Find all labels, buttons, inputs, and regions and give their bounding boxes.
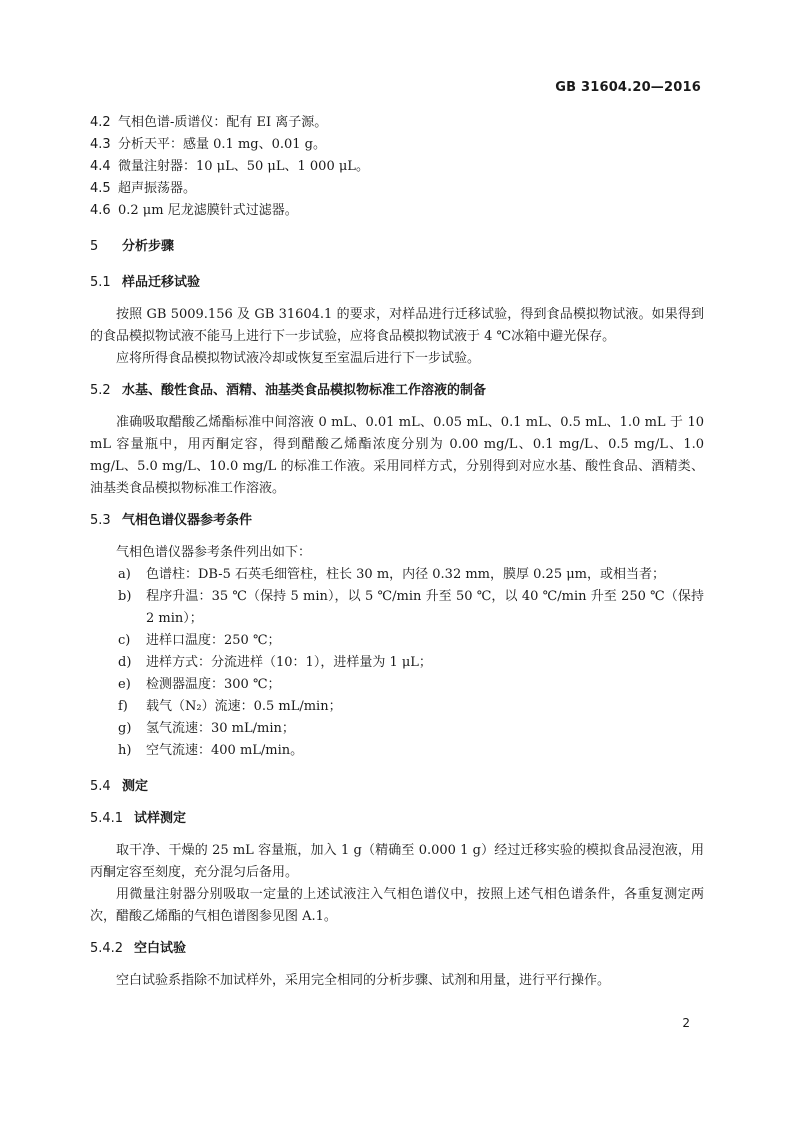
apparatus-item: 4.4 微量注射器：10 μL、50 μL、1 000 μL。 bbox=[90, 159, 369, 174]
paragraph: 空白试验系指除不加试样外，采用完全相同的分析步骤、试剂和用量，进行平行操作。 bbox=[116, 973, 611, 988]
list-item: h) 空气流速：400 mL/min。 bbox=[118, 743, 304, 758]
section-heading: 5.3 气相色谱仪器参考条件 bbox=[90, 513, 253, 528]
standard-code: GB 31604.20—2016 bbox=[555, 80, 701, 95]
list-item: b) 程序升温：35 ℃（保持 5 min），以 5 ℃/min 升至 50 ℃，以 40 ℃/min 升至 250 ℃（保持2 min）； bbox=[118, 589, 704, 626]
apparatus-item: 4.2 气相色谱-质谱仪：配有 EI 离子源。 bbox=[90, 115, 328, 130]
section-heading: 5.4.1 试样测定 bbox=[90, 811, 187, 826]
section-heading: 5.1 样品迁移试验 bbox=[90, 275, 201, 290]
list-item: d) 进样方式：分流进样（10：1），进样量为 1 μL； bbox=[118, 655, 432, 670]
apparatus-item: 4.3 分析天平：感量 0.1 mg、0.01 g。 bbox=[90, 137, 326, 152]
paragraph: 准确吸取醋酸乙烯酯标准中间溶液 0 mL、0.01 mL、0.05 mL、0.1 mL、0.5 mL、1.0 mL 于 10 mL 容量瓶中，用丙酮定容，得到醋酸乙烯酯浓度分别为 0.00 mg/L、0.1 mg/L、0.5 mg/L、1.0 mg/L、5.0 mg/L、10.0 mg/L 的标准工作液。采用同样方式，分别得到对应水基、酸性食品、酒精类、油基类食品模拟物标准工作溶液。 bbox=[90, 415, 704, 496]
document-body bbox=[90, 112, 704, 992]
list-item: e) 检测器温度：300 ℃； bbox=[118, 677, 281, 692]
apparatus-item: 4.5 超声振荡器。 bbox=[90, 181, 197, 196]
list-item: f) 载气（N₂）流速：0.5 mL/min； bbox=[118, 699, 342, 714]
list-item: a) 色谱柱：DB-5 石英毛细管柱，柱长 30 m，内径 0.32 mm，膜厚 0.25 μm，或相当者； bbox=[118, 567, 665, 582]
paragraph: 按照 GB 5009.156 及 GB 31604.1 的要求，对样品进行迁移试验，得到食品模拟物试液。如果得到的食品模拟物试液不能马上进行下一步试验，应将食品模拟物试液于 4 ℃冰箱中避光保存。 bbox=[90, 307, 704, 344]
paragraph: 用微量注射器分别吸取一定量的上述试液注入气相色谱仪中，按照上述气相色谱条件，各重复测定两次，醋酸乙烯酯的气相色谱图参见图 A.1。 bbox=[90, 887, 704, 924]
paragraph: 取干净、干燥的 25 mL 容量瓶，加入 1 g（精确至 0.000 1 g）经过迁移实验的模拟食品浸泡液，用丙酮定容至刻度，充分混匀后备用。 bbox=[90, 843, 704, 880]
list-item: c) 进样口温度：250 ℃； bbox=[118, 633, 281, 648]
apparatus-item: 4.6 0.2 μm 尼龙滤膜针式过滤器。 bbox=[90, 203, 298, 218]
paragraph: 气相色谱仪器参考条件列出如下： bbox=[116, 545, 312, 560]
section-heading: 5.2 水基、酸性食品、酒精、油基类食品模拟物标准工作溶液的制备 bbox=[90, 383, 487, 398]
list-item: g) 氢气流速：30 mL/min； bbox=[118, 721, 295, 736]
section-heading: 5.4.2 空白试验 bbox=[90, 941, 187, 956]
section-heading: 5.4 测定 bbox=[90, 779, 149, 794]
paragraph: 应将所得食品模拟物试液冷却或恢复至室温后进行下一步试验。 bbox=[116, 351, 481, 366]
section-heading: 5 分析步骤 bbox=[90, 239, 175, 254]
page-number: 2 bbox=[682, 1016, 690, 1030]
